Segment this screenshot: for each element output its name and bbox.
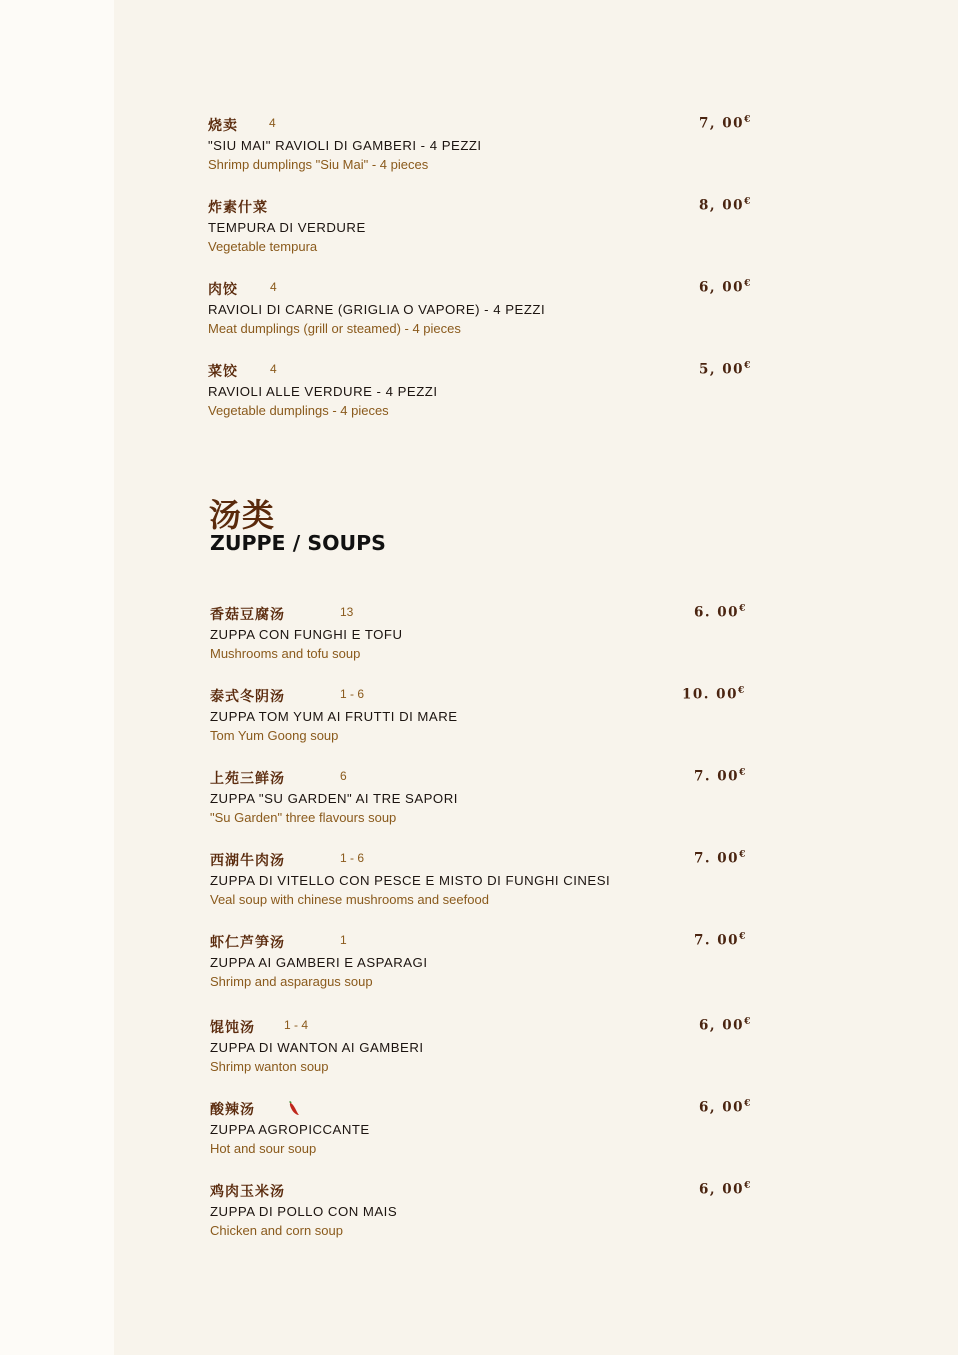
dish-price: 7, 00€: [699, 115, 751, 132]
allergen-codes: 13: [340, 605, 354, 619]
dish-name-chinese: 肉饺: [208, 282, 238, 298]
dish-name-chinese: 香菇豆腐汤: [210, 607, 285, 623]
dish-price: 6. 00€: [694, 604, 746, 621]
section-title-chinese: 汤类: [209, 496, 276, 534]
allergen-codes: 4: [270, 280, 277, 294]
dish-name-italian: ZUPPA TOM YUM AI FRUTTI DI MARE: [210, 709, 458, 724]
dish-name-chinese: 泰式冬阴汤: [210, 689, 285, 705]
dish-name-italian: ZUPPA DI WANTON AI GAMBERI: [210, 1040, 424, 1055]
dish-name-italian: ZUPPA DI POLLO CON MAIS: [210, 1204, 398, 1219]
dish-price: 5, 00€: [699, 361, 751, 378]
allergen-codes: 4: [270, 362, 277, 376]
dish-name-english: Mushrooms and tofu soup: [210, 646, 361, 661]
menu-item: [208, 361, 768, 431]
menu-item: [210, 686, 770, 756]
dish-price: 7. 00€: [694, 850, 746, 867]
dish-name-chinese: 西湖牛肉汤: [210, 853, 285, 869]
chili-pepper-icon: [286, 1100, 300, 1116]
dish-name-chinese: 烧卖: [208, 118, 238, 134]
dish-name-english: "Su Garden" three flavours soup: [210, 810, 397, 825]
dish-price: 7. 00€: [694, 768, 746, 785]
allergen-codes: 6: [340, 769, 347, 783]
menu-item: [208, 279, 768, 349]
menu-item: [210, 768, 770, 838]
dish-name-italian: ZUPPA DI VITELLO CON PESCE E MISTO DI FUNGHI CINESI: [210, 873, 611, 888]
dish-name-italian: ZUPPA CON FUNGHI E TOFU: [210, 627, 403, 642]
dish-price: 6, 00€: [699, 1099, 751, 1116]
section-title: ZUPPE / SOUPS: [210, 531, 386, 555]
dish-name-italian: TEMPURA DI VERDURE: [208, 220, 366, 235]
dish-name-chinese: 酸辣汤: [210, 1102, 255, 1118]
menu-item: [208, 115, 768, 185]
menu-item: [210, 604, 770, 674]
dish-name-english: Shrimp wanton soup: [210, 1059, 329, 1074]
allergen-codes: 1: [340, 933, 347, 947]
dish-price: 7. 00€: [694, 932, 746, 949]
dish-name-english: Vegetable tempura: [208, 239, 318, 254]
dish-name-english: Veal soup with chinese mushrooms and seefood: [210, 892, 489, 907]
dish-name-english: Meat dumplings (grill or steamed) - 4 pieces: [208, 321, 461, 336]
menu-item: [210, 1181, 770, 1251]
dish-name-english: Chicken and corn soup: [210, 1223, 343, 1238]
allergen-codes: 1 - 4: [284, 1018, 309, 1032]
dish-price: 6, 00€: [699, 1017, 751, 1034]
dish-name-english: Shrimp and asparagus soup: [210, 974, 373, 989]
dish-price: 6, 00€: [699, 279, 751, 296]
dish-price: 6, 00€: [699, 1181, 751, 1198]
dish-price: 8, 00€: [699, 197, 751, 214]
dish-name-italian: ZUPPA AI GAMBERI E ASPARAGI: [210, 955, 428, 970]
menu-item: [210, 932, 770, 1002]
dish-price: 10. 00€: [682, 686, 745, 703]
dish-name-chinese: 虾仁芦笋汤: [210, 935, 285, 951]
dish-name-chinese: 馄饨汤: [210, 1020, 255, 1036]
dish-name-italian: RAVIOLI ALLE VERDURE - 4 PEZZI: [208, 384, 438, 399]
allergen-codes: 1 - 6: [340, 687, 365, 701]
dish-name-english: Shrimp dumplings "Siu Mai" - 4 pieces: [208, 157, 429, 172]
dish-name-chinese: 炸素什菜: [208, 200, 268, 216]
dish-name-english: Tom Yum Goong soup: [210, 728, 339, 743]
menu-item: [210, 1017, 770, 1087]
dish-name-italian: ZUPPA AGROPICCANTE: [210, 1122, 370, 1137]
allergen-codes: 4: [269, 116, 276, 130]
dish-name-english: Vegetable dumplings - 4 pieces: [208, 403, 389, 418]
dish-name-italian: RAVIOLI DI CARNE (GRIGLIA O VAPORE) - 4 PEZZI: [208, 302, 546, 317]
dish-name-english: Hot and sour soup: [210, 1141, 317, 1156]
dish-name-chinese: 菜饺: [208, 364, 238, 380]
menu-item: [208, 197, 768, 267]
dish-name-italian: ZUPPA "SU GARDEN" AI TRE SAPORI: [210, 791, 458, 806]
allergen-codes: 1 - 6: [340, 851, 365, 865]
menu-item: [210, 850, 770, 920]
dish-name-italian: "SIU MAI" RAVIOLI DI GAMBERI - 4 PEZZI: [208, 138, 482, 153]
dish-name-chinese: 鸡肉玉米汤: [210, 1184, 285, 1200]
menu-item: [210, 1099, 770, 1169]
dish-name-chinese: 上苑三鲜汤: [210, 771, 285, 787]
